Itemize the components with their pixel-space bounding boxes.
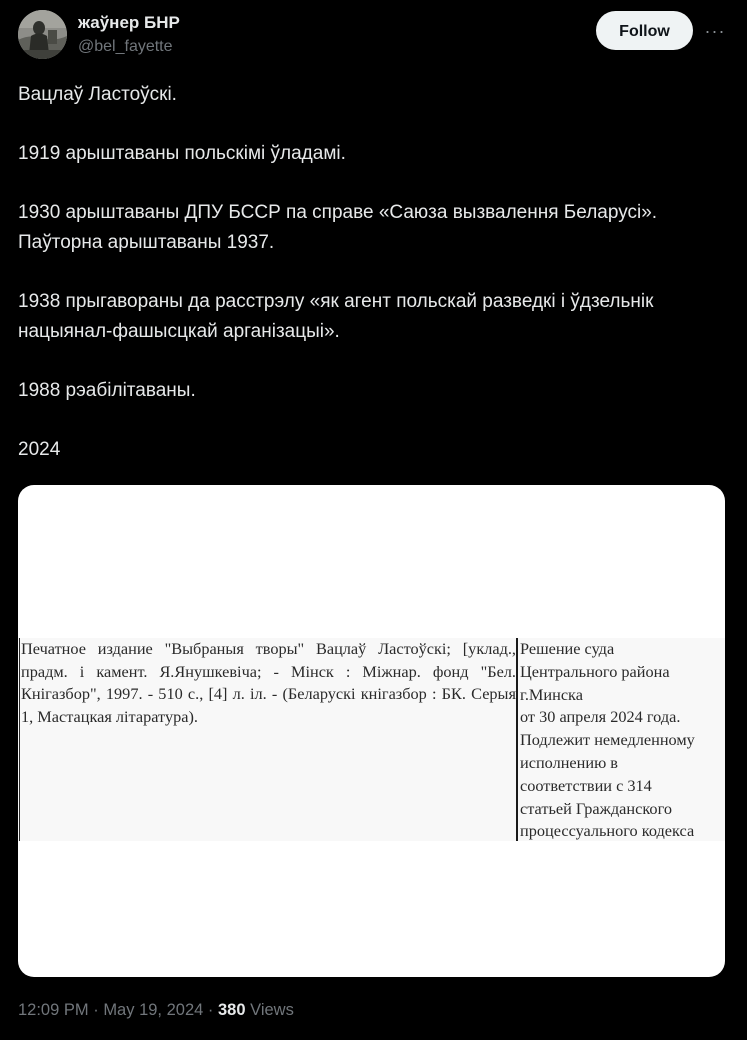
more-options-icon[interactable]: ··· bbox=[704, 21, 726, 41]
document-right-line: исполнению в bbox=[520, 752, 618, 772]
meta-separator: · bbox=[93, 1001, 99, 1019]
tweet-line: 2024 bbox=[18, 439, 61, 460]
follow-button[interactable]: Follow bbox=[596, 11, 693, 50]
tweet-line: нацыянал-фашысцкай арганізацыі». bbox=[18, 321, 340, 342]
tweet-meta bbox=[18, 999, 294, 1021]
tweet-line: 1988 рэабілітаваны. bbox=[18, 380, 196, 401]
handle[interactable]: @bel_fayette bbox=[78, 38, 173, 55]
avatar[interactable] bbox=[18, 10, 67, 59]
tweet-line: 1919 арыштаваны польскімі ўладамі. bbox=[18, 143, 346, 164]
document-left-text: Печатное издание "Выбраныя творы" Вацлаў Ластоўскі; [уклад., прадм. і камент. Я.Янушкевіча; - Мінск : Міжнар. фонд "Бел. Кнігазбор", 1997. - 510 с., [4] л. іл. - (Беларускі кнігазбор : БК. Серыя 1, Мастацкая літаратура). bbox=[21, 639, 516, 726]
tweet-text bbox=[18, 80, 730, 465]
tweet-header bbox=[18, 10, 730, 60]
meta-separator: · bbox=[207, 1001, 214, 1019]
tweet-date[interactable]: May 19, 2024 bbox=[103, 1001, 204, 1019]
views-label: Views bbox=[250, 1001, 294, 1019]
document-right-cell bbox=[516, 638, 725, 841]
profile-photo-icon bbox=[18, 10, 67, 59]
document-right-line: Подлежит немедленному bbox=[520, 730, 695, 750]
document-right-line: соответствии с 314 bbox=[520, 775, 652, 795]
display-name[interactable]: жаўнер БНР bbox=[78, 13, 180, 32]
tweet-line: 1938 прыгавораны да расстрэлу «як агент польскай разведкі і ўдзельнік bbox=[18, 291, 654, 312]
views-count[interactable]: 380 bbox=[217, 1001, 246, 1019]
document-table bbox=[18, 638, 725, 841]
tweet-line: Паўторна арыштаваны 1937. bbox=[18, 232, 275, 253]
tweet-time[interactable]: 12:09 PM bbox=[18, 1001, 89, 1019]
document-right-line: от 30 апреля 2024 года. bbox=[520, 707, 681, 727]
document-right-line: процессуального кодекса bbox=[520, 821, 695, 841]
attached-image[interactable] bbox=[18, 485, 725, 977]
document-right-line: Решение суда bbox=[520, 639, 615, 658]
tweet-line: Вацлаў Ластоўскі. bbox=[18, 84, 177, 105]
document-right-line: г.Минска bbox=[520, 684, 583, 704]
document-right-line: статьей Гражданского bbox=[520, 798, 672, 818]
author-names bbox=[78, 13, 180, 58]
document-left-cell bbox=[19, 638, 516, 841]
document-right-line: Центрального района bbox=[520, 661, 670, 681]
tweet-line: 1930 арыштаваны ДПУ БССР па справе «Саюза вызвалення Беларусі». bbox=[18, 202, 658, 223]
